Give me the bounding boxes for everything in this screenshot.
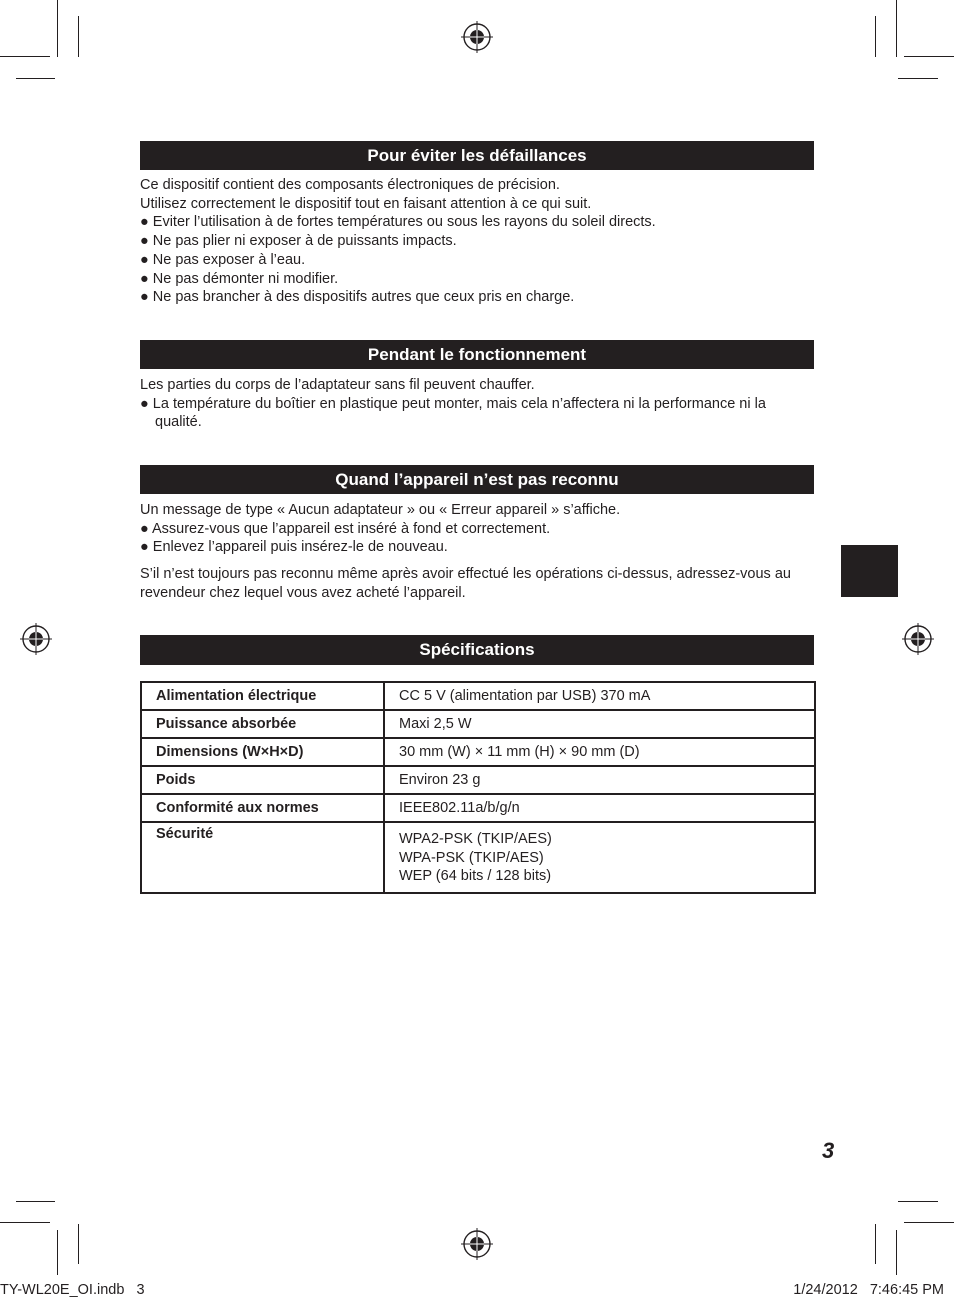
bullet-item: ● Ne pas plier ni exposer à de puissants impacts. [140,233,457,250]
specifications-table [140,681,816,894]
paragraph: Un message de type « Aucun adaptateur » ou « Erreur appareil » s’affiche. [140,502,621,518]
spec-label: Conformité aux normes [141,794,384,822]
spec-value: Environ 23 g [384,766,815,794]
section-body-unrecognized [140,501,815,603]
footer-filename: TY-WL20E_OI.indb 3 [0,1282,145,1298]
spec-value: CC 5 V (alimentation par USB) 370 mA [384,682,815,710]
spec-value-line: WPA-PSK (TKIP/AES) [399,849,544,866]
spec-value: IEEE802.11a/b/g/n [384,794,815,822]
section-body-failures [140,176,815,307]
bullet-item: ● Ne pas brancher à des dispositifs autres que ceux pris en charge. [140,289,575,306]
crop-mark [896,0,897,57]
crop-mark [16,1201,55,1202]
spec-value: 30 mm (W) × 11 mm (H) × 90 mm (D) [384,738,815,766]
spec-label: Poids [141,766,384,794]
language-thumb-tab [841,545,898,597]
spec-label: Sécurité [141,822,384,893]
crop-mark [78,16,79,57]
section-heading-specs: Spécifications [140,635,814,665]
spec-label: Puissance absorbée [141,710,384,738]
section-heading-failures: Pour éviter les défaillances [140,141,814,170]
spec-label: Dimensions (W×H×D) [141,738,384,766]
spec-label: Alimentation électrique [141,682,384,710]
paragraph: Utilisez correctement le dispositif tout en faisant attention à ce qui suit. [140,195,592,212]
crop-mark [78,1224,79,1264]
bullet-item: ● Enlevez l’appareil puis insérez-le de nouveau. [140,539,448,556]
bullet-item: ● La température du boîtier en plastique peut monter, mais cela n’affectera ni la performance ni la qualité. [140,395,766,431]
registration-crosshair-icon [461,21,493,53]
spec-value [384,822,815,893]
crop-mark [0,56,50,57]
table-row [141,822,815,893]
paragraph: S’il n’est toujours pas reconnu même après avoir effectué les opérations ci-dessus, adressez-vous au revendeur chez lequel vous avez acheté l’appareil. [140,566,791,601]
table-row [141,710,815,738]
spec-value-line: WEP (64 bits / 128 bits) [399,868,552,884]
section-heading-operation: Pendant le fonctionnement [140,340,814,369]
registration-crosshair-icon [902,623,934,655]
section-body-operation [140,376,815,432]
bullet-item: ● Ne pas démonter ni modifier. [140,270,339,287]
section-heading-unrecognized: Quand l’appareil n’est pas reconnu [140,465,814,494]
spec-value-line: WPA2-PSK (TKIP/AES) [399,831,552,847]
crop-mark [16,78,55,79]
crop-mark [904,56,954,57]
crop-mark [0,1222,50,1223]
table-row [141,766,815,794]
table-row [141,682,815,710]
bullet-item: ● Eviter l’utilisation à de fortes températures ou sous les rayons du soleil directs. [140,214,656,231]
table-row [141,738,815,766]
registration-crosshair-icon [20,623,52,655]
crop-mark [875,1224,876,1264]
page-number: 3 [822,1138,835,1163]
crop-mark [904,1222,954,1223]
table-row [141,794,815,822]
bullet-item: ● Ne pas exposer à l’eau. [140,251,306,268]
crop-mark [898,78,938,79]
paragraph: Ce dispositif contient des composants électroniques de précision. [140,177,560,193]
spec-value: Maxi 2,5 W [384,710,815,738]
crop-mark [898,1201,938,1202]
footer-timestamp: 1/24/2012 7:46:45 PM [793,1282,944,1298]
crop-mark [875,16,876,57]
crop-mark [57,1230,58,1275]
crop-mark [57,0,58,57]
paragraph: Les parties du corps de l’adaptateur sans fil peuvent chauffer. [140,377,535,393]
crop-mark [896,1230,897,1275]
bullet-item: ● Assurez-vous que l’appareil est inséré à fond et correctement. [140,520,551,537]
registration-crosshair-icon [461,1228,493,1260]
